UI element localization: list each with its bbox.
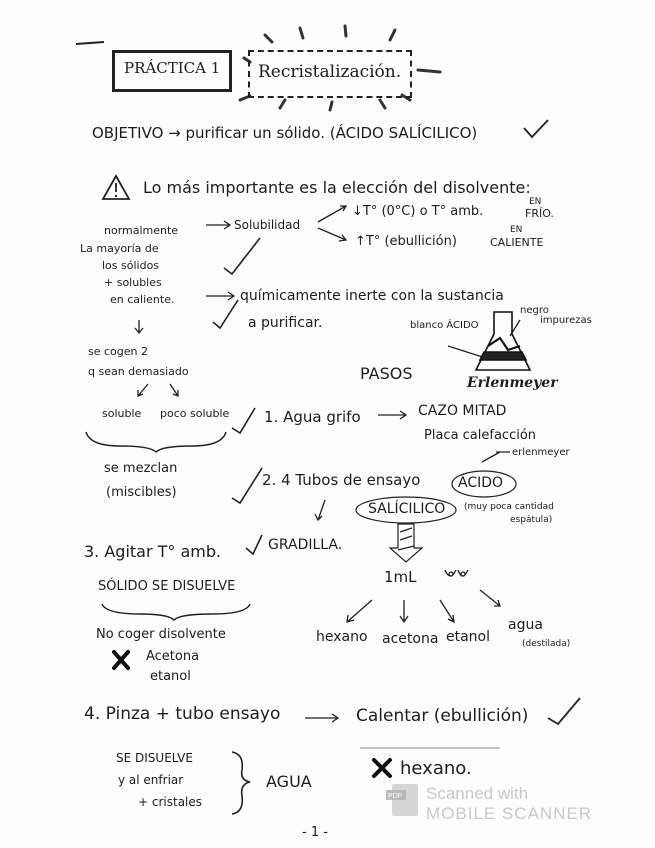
hot-condition: ↑T° (ebullición) <box>355 234 457 249</box>
svg-text:PDF: PDF <box>388 793 402 800</box>
pdf-icon <box>386 784 418 816</box>
practice-label: PRÁCTICA 1 <box>124 59 221 77</box>
poco-soluble-label: poco soluble <box>160 407 230 420</box>
test-tubes-icon <box>445 570 468 576</box>
inert-line: químicamente inerte con la sustancia <box>240 288 504 304</box>
majority-line: los sólidos <box>102 259 160 272</box>
majority-line: en caliente. <box>110 293 175 306</box>
take-two-note: se cogen 2 <box>88 345 148 358</box>
brace <box>232 752 250 814</box>
solvent-acetona: acetona <box>382 631 439 647</box>
acid-note: espátula) <box>510 515 553 525</box>
flask-black-label: negro <box>520 305 549 316</box>
down-arrow-icon <box>390 524 422 562</box>
brace <box>86 432 226 452</box>
acid-label: ÁCIDO <box>458 475 504 491</box>
watermark-line: MOBILE SCANNER <box>426 804 593 823</box>
flask-name: Erlenmeyer <box>467 375 558 391</box>
erlenmeyer-flask-icon <box>476 312 530 370</box>
soluble-label: soluble <box>102 407 142 420</box>
solvent-agua: agua <box>508 617 543 633</box>
mix-note: (miscibles) <box>106 485 177 500</box>
dissolve-note: SE DISUELVE <box>116 751 193 765</box>
destilada-note: (destilada) <box>522 639 571 649</box>
step-4-result: Calentar (ebullición) <box>356 706 529 726</box>
dissolve-note: y al enfriar <box>118 773 184 787</box>
warning-heading: Lo más importante es la elección del disolvente: <box>143 178 531 197</box>
step-1-erlenmeyer: erlenmeyer <box>512 447 570 458</box>
check-icon <box>232 408 255 433</box>
cold-tag: EN <box>529 197 542 207</box>
check-icon <box>548 698 580 724</box>
step-1: 1. Agua grifo <box>264 408 361 426</box>
step-3: 3. Agitar T° amb. <box>84 542 222 561</box>
solvent-etanol: etanol <box>446 629 491 645</box>
step-2: 2. 4 Tubos de ensayo <box>262 471 421 489</box>
step-1-result: CAZO MITAD <box>418 403 507 419</box>
inert-line: a purificar. <box>248 315 323 331</box>
step-4: 4. Pinza + tubo ensayo <box>84 704 281 724</box>
no-coger-label: No coger disolvente <box>96 627 226 642</box>
objective: OBJETIVO → purificar un sólido. (ÁCIDO SALÍCILICO) <box>92 124 478 142</box>
mix-note: se mezclan <box>104 461 178 476</box>
solubility-label: Solubilidad <box>234 218 301 232</box>
take-two-note: q sean demasiado <box>88 365 189 378</box>
check-icon <box>232 468 262 503</box>
flask-impurities-label: impurezas <box>540 315 592 326</box>
dissolve-note: + cristales <box>138 795 203 809</box>
acid-label: SALÍCILICO <box>368 501 446 517</box>
solvent-hexano: hexano <box>316 629 368 645</box>
hot-tag: CALIENTE <box>490 236 544 249</box>
majority-line: La mayoría de <box>80 242 159 255</box>
cold-condition: ↓T° (0°C) o T° amb. <box>352 204 484 219</box>
check-icon <box>213 300 238 328</box>
gradilla-label: GRADILLA. <box>268 537 343 553</box>
agua-label: AGUA <box>266 772 312 791</box>
acid-note: (muy poca cantidad <box>464 502 554 512</box>
flask-white-label: blanco ÁCIDO <box>410 320 479 331</box>
watermark-line: Scanned with <box>426 784 529 803</box>
page-title: Recristalización. <box>258 62 402 82</box>
brace <box>102 604 250 620</box>
step-1-plate: Placa calefacción <box>424 428 537 443</box>
check-icon <box>524 120 548 137</box>
acetona-label: Acetona <box>146 649 200 664</box>
ml-label: 1mL <box>384 568 417 586</box>
top-dash <box>76 42 104 44</box>
warning-icon <box>103 176 129 199</box>
majority-line: + solubles <box>104 276 162 289</box>
check-icon <box>246 535 262 554</box>
dissolves-label: SÓLIDO SE DISUELVE <box>98 579 236 594</box>
page-number: - 1 - <box>302 825 328 840</box>
hexano-label: hexano. <box>400 758 472 779</box>
hot-tag: EN <box>510 225 523 235</box>
cold-tag: FRÍO. <box>525 207 554 220</box>
steps-heading: PASOS <box>360 364 413 383</box>
check-icon <box>224 238 260 274</box>
etanol-label: etanol <box>150 669 191 684</box>
normally-note: normalmente <box>104 224 179 237</box>
